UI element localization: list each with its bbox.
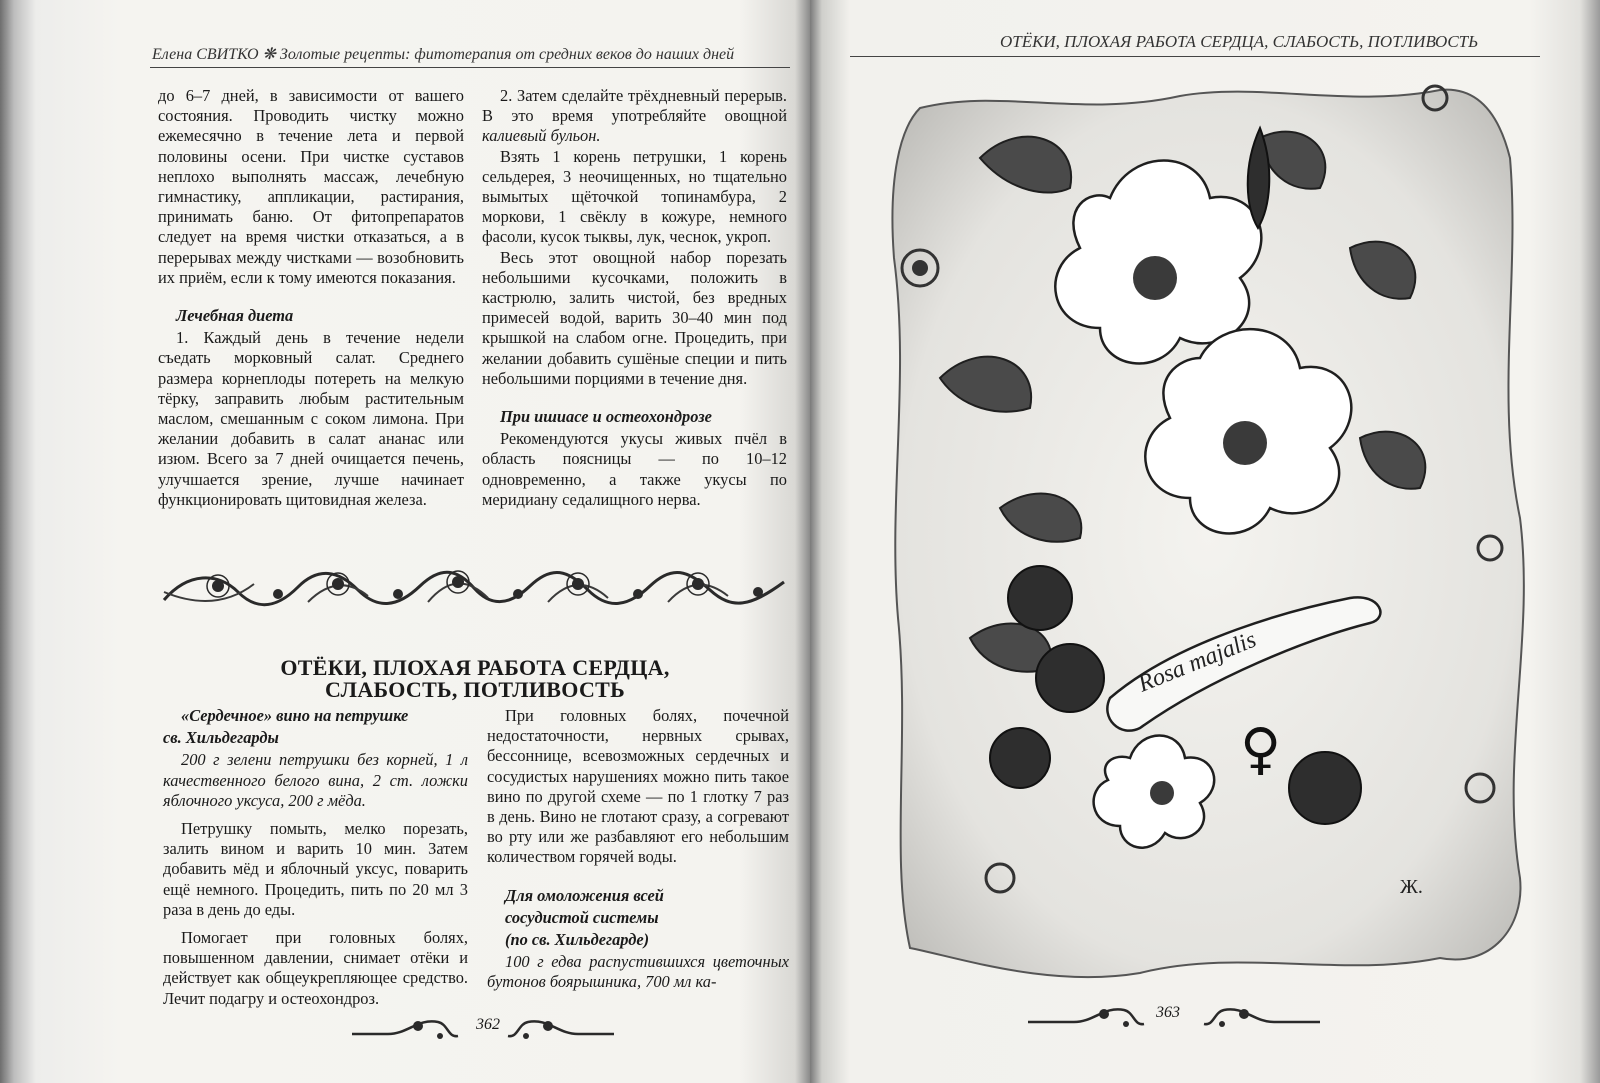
right-column-bottom	[487, 706, 789, 993]
right-column-top	[482, 86, 787, 510]
left-page-number: 362	[476, 1016, 500, 1033]
paragraph: 1. Каждый день в течение недели съедать морковный салат. Среднего размера корнеплоды потереть на мелкую тёрку, заправить любым растительным маслом, смешанным с соком лимона. При желании добавить в салат ананас или изюм. Всего за 7 дней очищается печень, улучшается зрение, лучше начинает функционировать щитовидная железа.	[158, 328, 464, 509]
subheading-rejuvenation-line: Для омоложения всей	[505, 885, 664, 905]
subheading-diet: Лечебная диета	[176, 306, 294, 326]
recipe-ingredients: 100 г едва распустившихся цветочных бутонов боярышника, 700 мл ка-	[487, 952, 789, 992]
subheading-sciatica: При ишиасе и остеохондрозе	[500, 407, 712, 427]
venus-symbol: ♀	[1240, 717, 1282, 782]
paragraph: Взять 1 корень петрушки, 1 корень сельдерея, 3 неочищенных, но тщательно вымытых щёточкой топинамбура, 2 моркови, 1 свёклу в кожуре, немного фасоли, кусок тыквы, лук, чеснок, укроп.	[482, 146, 787, 247]
illustration-label: Rosa majalis	[1134, 626, 1260, 698]
subheading-wine-line: «Сердечное» вино на петрушке	[181, 706, 409, 725]
subheading-rejuvenation-line: (по св. Хильдегарде)	[505, 930, 650, 950]
right-running-head: ОТЁКИ, ПЛОХАЯ РАБОТА СЕРДЦА, СЛАБОСТЬ, ПОТЛИВОСТЬ	[1000, 32, 1479, 51]
recipe-ingredients: 200 г зелени петрушки без корней, 1 л качественного белого вина, 2 ст. ложки яблочного уксуса, 200 г мёда.	[163, 750, 468, 810]
paragraph: Петрушку помыть, мелко порезать, залить вином и варить 10 мин. Затем добавить мёд и яблочный уксус, поварить ещё немного. Процедить, пить по 20 мл 3 раза в день до еды.	[163, 819, 468, 919]
right-page-number: 363	[1156, 1004, 1180, 1021]
paragraph: Рекомендуются укусы живых пчёл в область поясницы — по 10–12 одновременно, а также укусы по меридиану седалищного нерва.	[482, 429, 787, 509]
subheading-wine-line: св. Хильдегарды	[163, 728, 279, 748]
paragraph: При головных болях, почечной недостаточности, нервных срывах, бессоннице, всевозможных сердечных и сосудистых нарушениях можно пить такое вино по другой схеме — по 1 глотку 7 раз в день. Вино не глотают сразу, а согревают во рту или же разбавляют его небольшим количеством горячей воды.	[487, 706, 789, 867]
left-running-head: Елена СВИТКО ❋ Золотые рецепты: фитотерапия от средних веков до наших дней	[152, 46, 735, 63]
header-rule	[850, 56, 1540, 57]
paragraph	[482, 86, 787, 147]
subheading-rejuvenation-line: сосудистой системы	[505, 907, 659, 927]
rosa-majalis-illustration	[880, 78, 1540, 998]
header-rule	[150, 67, 790, 68]
paragraph: до 6–7 дней, в зависимости от вашего состояния. Проводить чистку можно ежемесячно в течение лета и первой половины осени. При чистке суставов неплохо выполнять массаж, лечебную гимнастику, аппликации, растирания, принимать баню. От фитопрепаратов следует на время чистки отказаться, а в перерывах между чистками — возобновить их приём, если к тому имеются показания.	[158, 86, 464, 287]
left-column-bottom	[163, 706, 468, 1009]
paragraph: Помогает при головных болях, повышенном давлении, снимает отёки и действует как общеукрепляющее средство. Лечит подагру и остеохондроз.	[163, 928, 468, 1008]
section-title-line: СЛАБОСТЬ, ПОТЛИВОСТЬ	[325, 677, 625, 702]
section-title-line: ОТЁКИ, ПЛОХАЯ РАБОТА СЕРДЦА,	[280, 655, 670, 680]
italic-term: калиевый бульон.	[482, 126, 601, 146]
section-title	[160, 657, 790, 701]
illustrator-mark: Ж.	[1400, 876, 1423, 898]
right-page	[810, 0, 1600, 1083]
left-column-top	[158, 86, 464, 510]
paragraph-text: 2. Затем сделайте трёхдневный перерыв. В это время употребляйте овощной	[482, 86, 787, 126]
ornament-divider	[158, 562, 790, 612]
paragraph: Весь этот овощной набор порезать небольшими кусочками, положить в кастрюлю, залить чистой, без вредных примесей водой, варить 30–40 мин под крышкой на слабом огне. Процедить, при желании добавить сушёные специи и пить небольшими порциями в течение дня.	[482, 247, 787, 388]
